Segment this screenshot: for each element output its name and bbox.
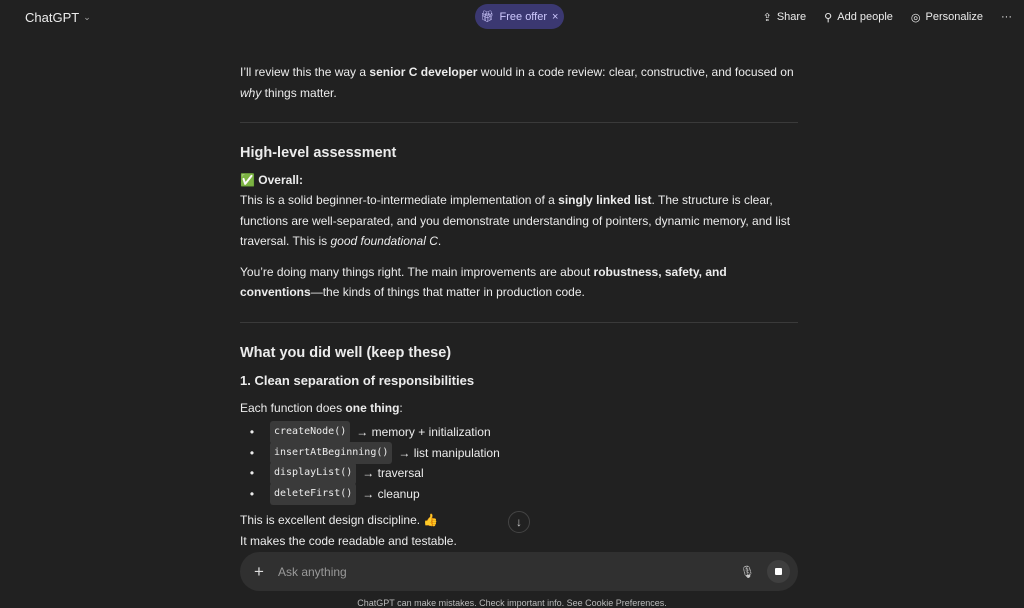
- heading-did-well: What you did well (keep these): [240, 344, 452, 361]
- list-item: • createNode() → memory + initialization: [240, 422, 798, 443]
- scroll-down-button[interactable]: [508, 511, 530, 533]
- personalize-icon: ◎: [910, 11, 921, 24]
- personalize-button[interactable]: ◎ Personalize: [910, 11, 983, 24]
- stop-icon: [775, 568, 782, 575]
- plus-icon[interactable]: +: [254, 561, 264, 581]
- heading-assessment: High-level assessment: [240, 145, 397, 161]
- divider: [240, 322, 798, 323]
- each-function-text: Each function does one thing:: [240, 400, 403, 415]
- share-icon: ⇪: [762, 11, 772, 24]
- overall-label: ✅ Overall:: [240, 172, 303, 187]
- assessment-text: This is a solid beginner-to-intermediate implementation of a singly linked list. The structure is clear, functions are well-separated, and you demonstrate understanding of pointers, dynamic memory, and list traversal. This is good foundational C.: [240, 193, 791, 248]
- arrow-down-icon: ↓: [516, 515, 522, 529]
- intro-text: I’ll review this the way a senior C developer would in a code review: clear, constructive, and focused on why things matter.: [240, 65, 794, 100]
- function-list: [240, 422, 798, 504]
- disclaimer: ChatGPT can make mistakes. Check important info. See Cookie Preferences.: [357, 598, 667, 608]
- model-selector[interactable]: ChatGPT ⌄: [25, 9, 91, 25]
- header: [0, 0, 1024, 34]
- add-person-icon: ⚲: [824, 11, 833, 24]
- readable-text: It makes the code readable and testable.: [240, 533, 457, 548]
- share-button[interactable]: ⇪ Share: [762, 11, 807, 24]
- chevron-down-icon: ⌄: [83, 11, 91, 22]
- microphone-icon[interactable]: 🎙︎: [739, 564, 755, 579]
- stop-button[interactable]: [767, 560, 790, 583]
- excellent-text: This is excellent design discipline. 👍: [240, 513, 439, 527]
- divider: [240, 122, 798, 123]
- composer: [240, 552, 798, 591]
- free-offer-button[interactable]: 🎁︎ Free offer ×: [475, 4, 564, 29]
- close-icon[interactable]: ×: [552, 10, 559, 23]
- more-options-icon[interactable]: ···: [1001, 11, 1012, 23]
- list-item: • insertAtBeginning() → list manipulation: [240, 443, 798, 464]
- check-icon: ✅: [240, 172, 255, 187]
- list-item: • deleteFirst() → cleanup: [240, 484, 798, 505]
- assistant-message: [240, 62, 798, 551]
- gift-icon: 🎁︎: [480, 11, 495, 23]
- improvements-text: You’re doing many things right. The main improvements are about robustness, safety, and conventions—the kinds of things that matter in production code.: [240, 264, 727, 299]
- list-item: • displayList() → traversal: [240, 463, 798, 484]
- prompt-input[interactable]: [278, 565, 740, 579]
- add-people-button[interactable]: ⚲ Add people: [824, 11, 893, 24]
- heading-separation: 1. Clean separation of responsibilities: [240, 373, 475, 388]
